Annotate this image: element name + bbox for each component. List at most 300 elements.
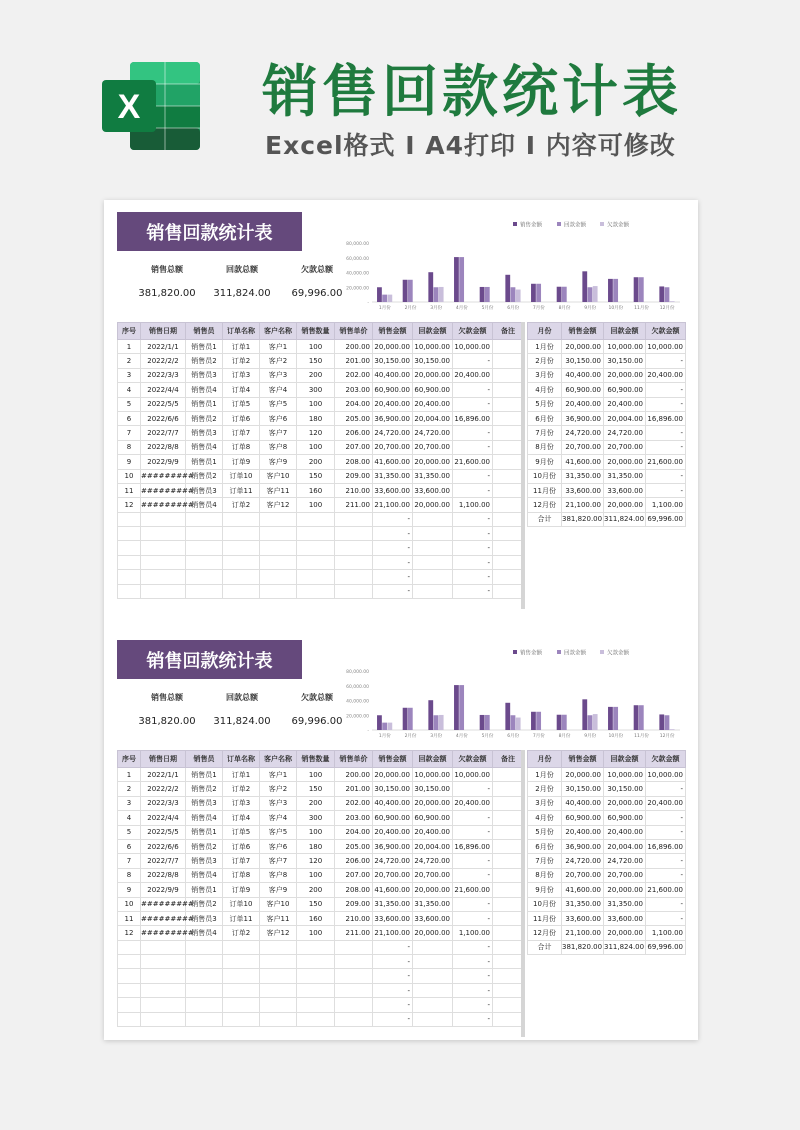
table-cell[interactable]: 20,000.00 xyxy=(604,796,646,810)
table-cell[interactable]: 10,000.00 xyxy=(604,768,646,782)
table-cell[interactable] xyxy=(141,555,186,569)
table-cell[interactable]: 100 xyxy=(297,868,335,882)
table-cell[interactable]: 订单7 xyxy=(223,426,260,440)
table-cell[interactable] xyxy=(413,998,453,1012)
table-cell[interactable]: 订单4 xyxy=(223,383,260,397)
table-cell[interactable] xyxy=(141,584,186,598)
table-cell[interactable] xyxy=(493,527,524,541)
table-cell[interactable]: - xyxy=(453,782,493,796)
table-cell[interactable]: - xyxy=(453,969,493,983)
table-cell[interactable]: 2月份 xyxy=(528,354,562,368)
table-cell[interactable]: 订单2 xyxy=(223,782,260,796)
table-cell[interactable]: 4 xyxy=(118,383,141,397)
table-cell[interactable]: 33,600.00 xyxy=(604,911,646,925)
table-cell[interactable] xyxy=(335,940,373,954)
table-cell[interactable]: 31,350.00 xyxy=(604,469,646,483)
table-cell[interactable]: - xyxy=(453,469,493,483)
table-cell[interactable] xyxy=(260,527,297,541)
table-cell[interactable]: 211.00 xyxy=(335,498,373,512)
table-cell[interactable]: - xyxy=(453,998,493,1012)
table-cell[interactable]: 206.00 xyxy=(335,854,373,868)
table-cell[interactable]: 3月份 xyxy=(528,368,562,382)
table-cell[interactable] xyxy=(141,969,186,983)
table-cell[interactable] xyxy=(141,1012,186,1026)
table-cell[interactable]: 客户10 xyxy=(260,469,297,483)
table-cell[interactable]: - xyxy=(453,426,493,440)
table-cell[interactable] xyxy=(186,940,223,954)
table-cell[interactable]: 150 xyxy=(297,469,335,483)
table-cell[interactable]: 销售员3 xyxy=(186,854,223,868)
table-cell[interactable] xyxy=(493,440,524,454)
table-cell[interactable]: 5 xyxy=(118,825,141,839)
table-cell[interactable]: - xyxy=(646,911,686,925)
table-cell[interactable]: 客户3 xyxy=(260,796,297,810)
table-cell[interactable]: 11 xyxy=(118,483,141,497)
table-cell[interactable]: 36,900.00 xyxy=(562,411,604,425)
table-cell[interactable]: 1,100.00 xyxy=(453,498,493,512)
table-cell[interactable]: 20,000.00 xyxy=(604,926,646,940)
table-cell[interactable]: 36,900.00 xyxy=(373,839,413,853)
table-cell[interactable]: 20,700.00 xyxy=(413,440,453,454)
table-cell[interactable] xyxy=(493,383,524,397)
table-cell[interactable]: 30,150.00 xyxy=(413,354,453,368)
table-cell[interactable]: - xyxy=(646,397,686,411)
table-cell[interactable]: 33,600.00 xyxy=(373,911,413,925)
table-cell[interactable]: 10,000.00 xyxy=(453,768,493,782)
table-cell[interactable]: 20,000.00 xyxy=(373,340,413,354)
table-cell[interactable]: 9月份 xyxy=(528,883,562,897)
table-cell[interactable]: 20,000.00 xyxy=(373,768,413,782)
table-cell[interactable] xyxy=(260,570,297,584)
table-cell[interactable] xyxy=(260,955,297,969)
table-cell[interactable] xyxy=(223,512,260,526)
table-cell[interactable]: - xyxy=(646,383,686,397)
table-cell[interactable]: 100 xyxy=(297,825,335,839)
table-cell[interactable] xyxy=(118,969,141,983)
table-cell[interactable]: 60,900.00 xyxy=(604,811,646,825)
table-cell[interactable]: 销售员4 xyxy=(186,811,223,825)
table-cell[interactable]: 208.00 xyxy=(335,883,373,897)
table-cell[interactable] xyxy=(141,983,186,997)
table-cell[interactable]: 订单4 xyxy=(223,811,260,825)
table-cell[interactable]: 300 xyxy=(297,383,335,397)
table-cell[interactable]: 销售员3 xyxy=(186,911,223,925)
table-cell[interactable]: 20,400.00 xyxy=(604,825,646,839)
table-cell[interactable]: 销售员1 xyxy=(186,883,223,897)
table-cell[interactable]: 1,100.00 xyxy=(646,926,686,940)
table-cell[interactable]: - xyxy=(646,354,686,368)
table-cell[interactable]: 100 xyxy=(297,498,335,512)
table-cell[interactable]: - xyxy=(373,555,413,569)
table-cell[interactable]: 24,720.00 xyxy=(413,426,453,440)
table-cell[interactable]: - xyxy=(646,825,686,839)
table-cell[interactable]: 20,400.00 xyxy=(646,368,686,382)
table-cell[interactable]: 7月份 xyxy=(528,426,562,440)
table-cell[interactable] xyxy=(186,584,223,598)
table-cell[interactable] xyxy=(413,940,453,954)
table-cell[interactable]: 8月份 xyxy=(528,868,562,882)
table-cell[interactable] xyxy=(118,983,141,997)
table-cell[interactable]: - xyxy=(453,354,493,368)
table-cell[interactable] xyxy=(493,883,524,897)
table-cell[interactable] xyxy=(223,940,260,954)
table-cell[interactable] xyxy=(118,555,141,569)
table-cell[interactable]: 31,350.00 xyxy=(413,469,453,483)
table-cell[interactable]: 销售员3 xyxy=(186,796,223,810)
table-cell[interactable]: 20,400.00 xyxy=(373,397,413,411)
table-cell[interactable]: 销售员2 xyxy=(186,411,223,425)
table-cell[interactable] xyxy=(493,854,524,868)
table-cell[interactable] xyxy=(297,555,335,569)
table-cell[interactable]: 211.00 xyxy=(335,926,373,940)
table-cell[interactable]: - xyxy=(453,911,493,925)
table-cell[interactable] xyxy=(335,955,373,969)
table-cell[interactable]: 120 xyxy=(297,854,335,868)
table-cell[interactable]: - xyxy=(453,555,493,569)
table-cell[interactable]: 24,720.00 xyxy=(373,426,413,440)
table-cell[interactable]: 7月份 xyxy=(528,854,562,868)
table-cell[interactable] xyxy=(493,969,524,983)
table-cell[interactable] xyxy=(297,570,335,584)
table-cell[interactable]: 12月份 xyxy=(528,498,562,512)
table-cell[interactable]: 60,900.00 xyxy=(562,811,604,825)
table-cell[interactable] xyxy=(260,1012,297,1026)
table-cell[interactable] xyxy=(297,584,335,598)
table-cell[interactable]: 销售员3 xyxy=(186,368,223,382)
table-cell[interactable] xyxy=(186,1012,223,1026)
table-cell[interactable]: 150 xyxy=(297,354,335,368)
table-cell[interactable]: 销售员3 xyxy=(186,426,223,440)
table-cell[interactable]: - xyxy=(453,825,493,839)
table-cell[interactable]: 20,700.00 xyxy=(604,440,646,454)
table-cell[interactable]: 300 xyxy=(297,811,335,825)
table-cell[interactable]: 150 xyxy=(297,897,335,911)
table-cell[interactable] xyxy=(118,541,141,555)
table-cell[interactable]: - xyxy=(373,969,413,983)
table-cell[interactable]: 21,600.00 xyxy=(646,455,686,469)
table-cell[interactable]: 销售员2 xyxy=(186,354,223,368)
table-cell[interactable]: 40,400.00 xyxy=(562,796,604,810)
table-cell[interactable]: 客户2 xyxy=(260,354,297,368)
table-cell[interactable] xyxy=(413,570,453,584)
table-cell[interactable]: 100 xyxy=(297,768,335,782)
table-cell[interactable]: 订单2 xyxy=(223,498,260,512)
table-cell[interactable] xyxy=(260,512,297,526)
table-cell[interactable]: 16,896.00 xyxy=(646,839,686,853)
table-cell[interactable]: 销售员1 xyxy=(186,455,223,469)
table-cell[interactable]: 10,000.00 xyxy=(413,768,453,782)
table-cell[interactable]: 6 xyxy=(118,839,141,853)
table-cell[interactable] xyxy=(141,998,186,1012)
table-cell[interactable] xyxy=(118,512,141,526)
table-cell[interactable] xyxy=(413,541,453,555)
table-cell[interactable]: 205.00 xyxy=(335,411,373,425)
table-cell[interactable]: 41,600.00 xyxy=(562,883,604,897)
table-cell[interactable]: 207.00 xyxy=(335,868,373,882)
table-cell[interactable]: - xyxy=(453,383,493,397)
table-cell[interactable]: 客户7 xyxy=(260,854,297,868)
table-cell[interactable]: 客户6 xyxy=(260,411,297,425)
table-cell[interactable]: 客户8 xyxy=(260,868,297,882)
table-cell[interactable]: 销售员2 xyxy=(186,469,223,483)
table-cell[interactable]: 60,900.00 xyxy=(373,811,413,825)
table-cell[interactable]: 20,000.00 xyxy=(413,368,453,382)
table-cell[interactable]: ######### xyxy=(141,469,186,483)
table-cell[interactable]: 30,150.00 xyxy=(413,782,453,796)
table-cell[interactable]: 客户6 xyxy=(260,839,297,853)
table-cell[interactable]: 31,350.00 xyxy=(604,897,646,911)
table-cell[interactable] xyxy=(335,998,373,1012)
table-cell[interactable] xyxy=(186,555,223,569)
table-cell[interactable] xyxy=(493,768,524,782)
table-cell[interactable] xyxy=(493,368,524,382)
table-cell[interactable]: 207.00 xyxy=(335,440,373,454)
table-cell[interactable]: 311,824.00 xyxy=(604,940,646,954)
table-cell[interactable]: 200 xyxy=(297,883,335,897)
table-cell[interactable]: 客户12 xyxy=(260,926,297,940)
table-cell[interactable] xyxy=(493,555,524,569)
table-cell[interactable]: 1 xyxy=(118,768,141,782)
table-cell[interactable] xyxy=(493,926,524,940)
table-cell[interactable]: 381,820.00 xyxy=(562,512,604,526)
table-cell[interactable]: 2022/8/8 xyxy=(141,868,186,882)
table-cell[interactable]: 10,000.00 xyxy=(413,340,453,354)
table-cell[interactable]: 订单9 xyxy=(223,883,260,897)
table-cell[interactable] xyxy=(260,998,297,1012)
table-cell[interactable] xyxy=(186,527,223,541)
table-cell[interactable] xyxy=(493,1012,524,1026)
table-cell[interactable]: 1月份 xyxy=(528,340,562,354)
table-cell[interactable] xyxy=(413,983,453,997)
table-cell[interactable]: 203.00 xyxy=(335,811,373,825)
table-cell[interactable]: 客户10 xyxy=(260,897,297,911)
table-cell[interactable]: 8月份 xyxy=(528,440,562,454)
table-cell[interactable]: 21,600.00 xyxy=(453,455,493,469)
table-cell[interactable]: 4月份 xyxy=(528,811,562,825)
table-cell[interactable]: 20,004.00 xyxy=(604,411,646,425)
table-cell[interactable]: - xyxy=(453,897,493,911)
table-cell[interactable]: 20,000.00 xyxy=(604,883,646,897)
table-cell[interactable]: 20,700.00 xyxy=(604,868,646,882)
table-cell[interactable] xyxy=(297,940,335,954)
table-cell[interactable]: 客户11 xyxy=(260,911,297,925)
table-cell[interactable]: - xyxy=(373,570,413,584)
table-cell[interactable]: 2022/2/2 xyxy=(141,354,186,368)
table-cell[interactable]: 客户5 xyxy=(260,397,297,411)
table-cell[interactable]: 客户8 xyxy=(260,440,297,454)
table-cell[interactable] xyxy=(493,469,524,483)
table-cell[interactable] xyxy=(493,340,524,354)
table-cell[interactable]: 20,400.00 xyxy=(413,825,453,839)
table-cell[interactable]: 20,700.00 xyxy=(562,440,604,454)
table-cell[interactable]: 21,100.00 xyxy=(373,926,413,940)
table-cell[interactable]: 202.00 xyxy=(335,368,373,382)
table-cell[interactable]: 20,000.00 xyxy=(413,796,453,810)
table-cell[interactable] xyxy=(186,983,223,997)
table-cell[interactable]: 209.00 xyxy=(335,469,373,483)
table-cell[interactable]: - xyxy=(453,527,493,541)
table-cell[interactable]: - xyxy=(646,897,686,911)
table-cell[interactable]: 订单2 xyxy=(223,354,260,368)
table-cell[interactable]: 20,000.00 xyxy=(562,768,604,782)
table-cell[interactable] xyxy=(118,527,141,541)
table-cell[interactable]: 订单10 xyxy=(223,897,260,911)
table-cell[interactable]: 2022/6/6 xyxy=(141,411,186,425)
table-cell[interactable]: 订单11 xyxy=(223,911,260,925)
table-cell[interactable] xyxy=(493,782,524,796)
table-cell[interactable] xyxy=(186,541,223,555)
table-cell[interactable]: ######### xyxy=(141,483,186,497)
table-cell[interactable] xyxy=(335,527,373,541)
table-cell[interactable]: 203.00 xyxy=(335,383,373,397)
table-cell[interactable]: 24,720.00 xyxy=(562,854,604,868)
table-cell[interactable] xyxy=(223,955,260,969)
table-cell[interactable] xyxy=(413,1012,453,1026)
table-cell[interactable] xyxy=(335,584,373,598)
table-cell[interactable] xyxy=(413,969,453,983)
table-cell[interactable]: 10月份 xyxy=(528,469,562,483)
table-cell[interactable]: - xyxy=(453,483,493,497)
table-cell[interactable]: 21,100.00 xyxy=(562,498,604,512)
table-cell[interactable] xyxy=(223,998,260,1012)
table-cell[interactable]: 209.00 xyxy=(335,897,373,911)
table-cell[interactable]: 客户11 xyxy=(260,483,297,497)
table-cell[interactable]: - xyxy=(453,940,493,954)
table-cell[interactable]: 客户7 xyxy=(260,426,297,440)
table-cell[interactable]: - xyxy=(373,541,413,555)
table-cell[interactable]: 20,004.00 xyxy=(604,839,646,853)
table-cell[interactable]: - xyxy=(453,397,493,411)
table-cell[interactable]: 20,700.00 xyxy=(413,868,453,882)
table-cell[interactable] xyxy=(297,955,335,969)
table-cell[interactable]: 客户4 xyxy=(260,383,297,397)
table-cell[interactable] xyxy=(141,955,186,969)
table-cell[interactable] xyxy=(260,969,297,983)
table-cell[interactable]: 3月份 xyxy=(528,796,562,810)
table-cell[interactable] xyxy=(493,397,524,411)
table-cell[interactable]: 2022/3/3 xyxy=(141,796,186,810)
table-cell[interactable]: 33,600.00 xyxy=(562,483,604,497)
table-cell[interactable]: - xyxy=(453,1012,493,1026)
table-cell[interactable] xyxy=(493,955,524,969)
table-cell[interactable] xyxy=(186,570,223,584)
table-cell[interactable] xyxy=(297,998,335,1012)
table-cell[interactable]: 33,600.00 xyxy=(604,483,646,497)
table-cell[interactable]: 2022/4/4 xyxy=(141,383,186,397)
table-cell[interactable] xyxy=(493,940,524,954)
table-cell[interactable]: 20,400.00 xyxy=(453,368,493,382)
table-cell[interactable] xyxy=(493,811,524,825)
table-cell[interactable]: 销售员1 xyxy=(186,825,223,839)
table-cell[interactable] xyxy=(493,498,524,512)
table-cell[interactable]: 2022/8/8 xyxy=(141,440,186,454)
table-cell[interactable] xyxy=(186,998,223,1012)
table-cell[interactable]: 销售员4 xyxy=(186,868,223,882)
table-cell[interactable]: 3 xyxy=(118,368,141,382)
table-cell[interactable]: - xyxy=(646,811,686,825)
table-cell[interactable]: 40,400.00 xyxy=(373,796,413,810)
table-cell[interactable]: 69,996.00 xyxy=(646,940,686,954)
table-cell[interactable] xyxy=(413,512,453,526)
table-cell[interactable]: - xyxy=(453,868,493,882)
table-cell[interactable]: 订单3 xyxy=(223,796,260,810)
table-cell[interactable]: 20,000.00 xyxy=(604,498,646,512)
table-cell[interactable] xyxy=(223,555,260,569)
table-cell[interactable] xyxy=(493,483,524,497)
table-cell[interactable]: 16,896.00 xyxy=(453,411,493,425)
table-cell[interactable] xyxy=(297,541,335,555)
table-cell[interactable]: 100 xyxy=(297,340,335,354)
table-cell[interactable]: 31,350.00 xyxy=(562,897,604,911)
table-cell[interactable]: 200 xyxy=(297,796,335,810)
table-cell[interactable] xyxy=(118,998,141,1012)
table-cell[interactable] xyxy=(335,512,373,526)
table-cell[interactable]: 206.00 xyxy=(335,426,373,440)
table-cell[interactable]: 订单8 xyxy=(223,440,260,454)
table-cell[interactable]: 21,100.00 xyxy=(562,926,604,940)
table-cell[interactable]: 4月份 xyxy=(528,383,562,397)
table-cell[interactable]: 41,600.00 xyxy=(373,883,413,897)
table-cell[interactable]: - xyxy=(646,782,686,796)
table-cell[interactable]: 160 xyxy=(297,911,335,925)
table-cell[interactable]: 204.00 xyxy=(335,397,373,411)
table-cell[interactable]: 33,600.00 xyxy=(413,911,453,925)
table-cell[interactable]: 12 xyxy=(118,498,141,512)
table-cell[interactable]: 30,150.00 xyxy=(373,782,413,796)
table-cell[interactable]: 销售员2 xyxy=(186,839,223,853)
table-cell[interactable]: 30,150.00 xyxy=(562,354,604,368)
table-cell[interactable]: 客户4 xyxy=(260,811,297,825)
table-cell[interactable]: 订单7 xyxy=(223,854,260,868)
table-cell[interactable]: 202.00 xyxy=(335,796,373,810)
table-cell[interactable]: 200 xyxy=(297,455,335,469)
table-cell[interactable]: 20,000.00 xyxy=(413,455,453,469)
table-cell[interactable]: - xyxy=(373,998,413,1012)
table-cell[interactable]: - xyxy=(373,940,413,954)
table-cell[interactable]: 20,400.00 xyxy=(604,397,646,411)
table-cell[interactable]: 12月份 xyxy=(528,926,562,940)
table-cell[interactable]: ######### xyxy=(141,911,186,925)
table-cell[interactable]: 9 xyxy=(118,455,141,469)
table-cell[interactable]: - xyxy=(453,983,493,997)
table-cell[interactable]: 30,150.00 xyxy=(604,354,646,368)
table-cell[interactable]: 订单11 xyxy=(223,483,260,497)
table-cell[interactable]: 40,400.00 xyxy=(373,368,413,382)
table-cell[interactable] xyxy=(335,1012,373,1026)
table-cell[interactable]: 10 xyxy=(118,469,141,483)
table-cell[interactable]: 201.00 xyxy=(335,782,373,796)
table-cell[interactable]: 30,150.00 xyxy=(562,782,604,796)
table-cell[interactable]: - xyxy=(373,512,413,526)
table-cell[interactable]: 11月份 xyxy=(528,911,562,925)
table-cell[interactable]: 客户12 xyxy=(260,498,297,512)
table-cell[interactable]: 订单3 xyxy=(223,368,260,382)
table-cell[interactable]: 120 xyxy=(297,426,335,440)
table-cell[interactable]: 2 xyxy=(118,782,141,796)
table-cell[interactable]: - xyxy=(373,955,413,969)
table-cell[interactable] xyxy=(493,983,524,997)
table-cell[interactable]: 2022/4/4 xyxy=(141,811,186,825)
table-cell[interactable]: - xyxy=(453,955,493,969)
table-cell[interactable]: 10,000.00 xyxy=(646,768,686,782)
table-cell[interactable] xyxy=(118,584,141,598)
table-cell[interactable]: 1月份 xyxy=(528,768,562,782)
table-cell[interactable] xyxy=(493,541,524,555)
table-cell[interactable] xyxy=(141,512,186,526)
table-cell[interactable] xyxy=(260,555,297,569)
table-cell[interactable] xyxy=(493,796,524,810)
table-cell[interactable] xyxy=(493,411,524,425)
